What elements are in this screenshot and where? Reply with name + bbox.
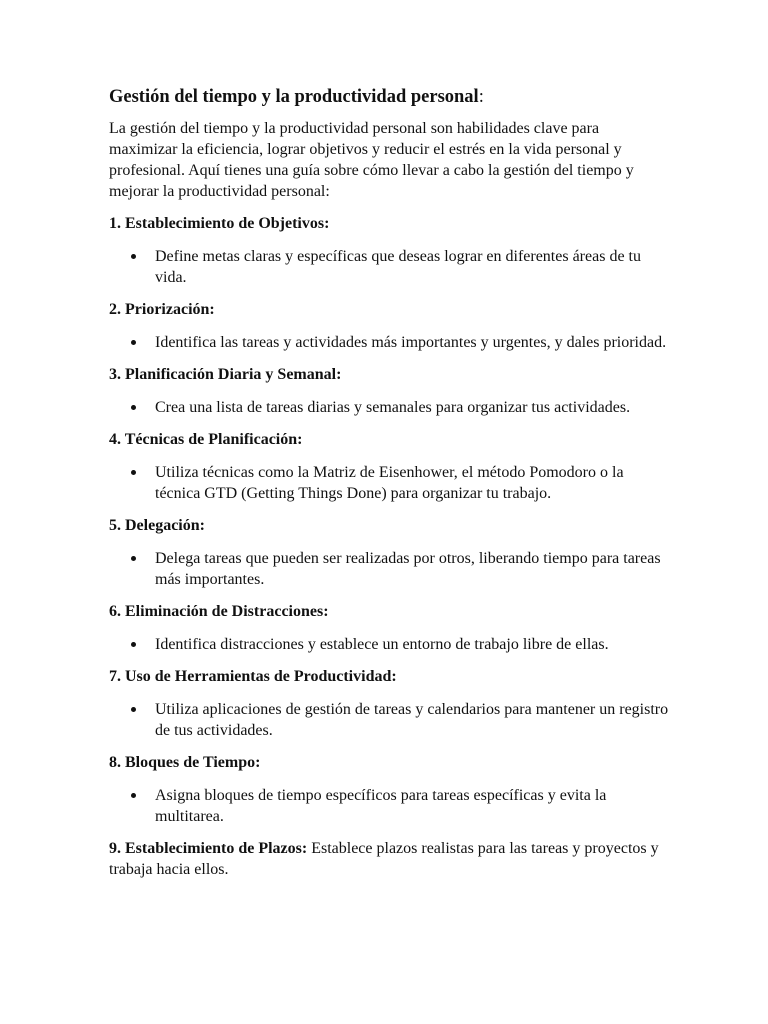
bullet-dot-icon (131, 340, 136, 345)
section-plazos-text: Establece plazos realistas para las tareas y proyectos y trabaja hacia ellos. (109, 840, 659, 878)
bullet-text: Identifica las tareas y actividades más importantes y urgentes, y dales prioridad. (155, 334, 667, 351)
bullet-text: Identifica distracciones y establece un entorno de trabajo libre de ellas. (155, 636, 609, 653)
bullet-list (109, 699, 669, 741)
document-title-text: Gestión del tiempo y la productividad personal (109, 87, 479, 107)
section-heading: 6. Eliminación de Distracciones: (109, 603, 329, 620)
intro-paragraph: La gestión del tiempo y la productividad personal son habilidades clave para maximizar la eficiencia, lograr objetivos y reducir el estrés en la vida personal y profesional. Aquí tienes una guía sobre cómo llevar a cabo la gestión del tiempo y mejorar la productividad personal: (109, 120, 634, 200)
bullet-text: Delega tareas que pueden ser realizadas por otros, liberando tiempo para tareas más importantes. (155, 550, 661, 588)
bullet-item (109, 785, 669, 827)
bullet-list (109, 462, 669, 504)
section-heading: 3. Planificación Diaria y Semanal: (109, 366, 342, 383)
bullet-list (109, 397, 669, 418)
bullet-dot-icon (131, 405, 136, 410)
section-delegacion (109, 515, 669, 590)
bullet-item (109, 634, 669, 655)
bullet-dot-icon (131, 642, 136, 647)
bullet-list (109, 785, 669, 827)
document-title (109, 84, 669, 110)
section-heading: 7. Uso de Herramientas de Productividad: (109, 668, 397, 685)
bullet-text: Utiliza técnicas como la Matriz de Eisenhower, el método Pomodoro o la técnica GTD (Getting Things Done) para organizar tu trabajo. (155, 464, 624, 502)
bullet-item (109, 462, 669, 504)
bullet-item (109, 397, 669, 418)
section-heading: 5. Delegación: (109, 517, 205, 534)
bullet-text: Crea una lista de tareas diarias y semanales para organizar tus actividades. (155, 399, 631, 416)
bullet-item (109, 548, 669, 590)
bullet-dot-icon (131, 470, 136, 475)
section-priorizacion (109, 299, 669, 353)
bullet-list (109, 634, 669, 655)
bullet-text: Utiliza aplicaciones de gestión de tareas y calendarios para mantener un registro de tus actividades. (155, 701, 669, 739)
bullet-list (109, 548, 669, 590)
bullet-text: Asigna bloques de tiempo específicos para tareas específicas y evita la multitarea. (155, 787, 607, 825)
section-heading: 1. Establecimiento de Objetivos: (109, 215, 330, 232)
section-bloques (109, 752, 669, 827)
bullet-text: Define metas claras y específicas que deseas lograr en diferentes áreas de tu vida. (155, 248, 641, 286)
section-herramientas (109, 666, 669, 741)
section-distracciones (109, 601, 669, 655)
bullet-dot-icon (131, 254, 136, 259)
bullet-dot-icon (131, 707, 136, 712)
section-plazos (109, 838, 669, 880)
section-heading: 2. Priorización: (109, 301, 215, 318)
document-title-colon: : (478, 87, 484, 107)
bullet-dot-icon (131, 556, 136, 561)
bullet-item (109, 246, 669, 288)
section-objetivos (109, 213, 669, 288)
section-heading: 8. Bloques de Tiempo: (109, 754, 261, 771)
bullet-dot-icon (131, 793, 136, 798)
section-planificacion-diaria (109, 364, 669, 418)
bullet-list (109, 332, 669, 353)
bullet-list (109, 246, 669, 288)
section-heading: 4. Técnicas de Planificación: (109, 431, 303, 448)
bullet-item (109, 332, 669, 353)
section-tecnicas (109, 429, 669, 504)
section-plazos-heading: 9. Establecimiento de Plazos: (109, 840, 308, 857)
bullet-item (109, 699, 669, 741)
document-page (109, 84, 669, 880)
